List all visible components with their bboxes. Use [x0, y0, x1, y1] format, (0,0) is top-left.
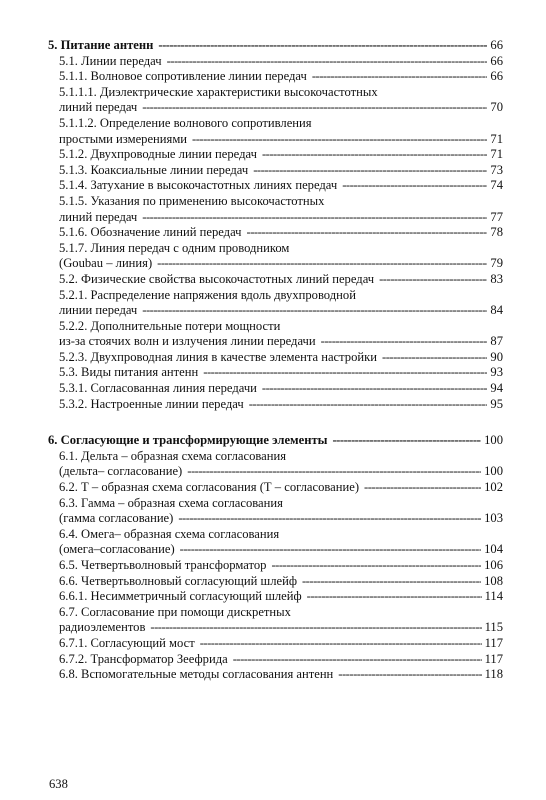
toc-entry: [59, 147, 503, 163]
dot-leader: [312, 69, 488, 85]
toc-entry-title: 5.2. Физические свойства высокочастотных линий передач: [59, 271, 375, 286]
toc-entry: [59, 365, 503, 381]
toc-entry: [59, 241, 503, 272]
page-number: 638: [49, 777, 68, 791]
toc-page-number: 78: [490, 225, 503, 240]
toc-entry-title-continuation: линии передач: [59, 303, 138, 318]
toc-entry-title-continuation: (гамма согласование): [59, 511, 174, 526]
toc-entry-title: 5.1. Линии передач: [59, 53, 162, 68]
toc-page-number: 94: [490, 381, 503, 396]
toc-page-number: 100: [484, 464, 503, 479]
toc-page-number: 106: [484, 558, 503, 572]
toc-page-number: 102: [484, 480, 503, 495]
dot-leader: [338, 667, 481, 683]
table-of-contents: [48, 38, 503, 683]
toc-entry: [59, 85, 503, 116]
toc-entry-title: 6.8. Вспомогательные методы согласования антенн: [59, 667, 334, 682]
dot-leader: [364, 480, 481, 496]
dot-leader: [332, 433, 481, 449]
toc-page-number: 104: [484, 542, 503, 557]
dot-leader: [379, 272, 487, 288]
toc-entry-title: 6.7.1. Согласующий мост: [59, 635, 195, 650]
toc-page-number: 83: [490, 271, 503, 286]
toc-entry: [59, 194, 503, 225]
toc-entry: [59, 272, 503, 288]
toc-entry: [59, 381, 503, 397]
toc-page-number: 70: [490, 100, 503, 115]
dot-leader: [150, 620, 481, 636]
toc-entry-title: 5.2.2. Дополнительные потери мощности: [59, 318, 281, 333]
toc-entry-title-continuation: линий передач: [59, 209, 138, 224]
toc-entry: [59, 480, 503, 496]
dot-leader: [158, 38, 487, 54]
toc-entry-title: 5.2.3. Двухпроводная линия в качестве элемента настройки: [59, 349, 377, 364]
toc-entry-title: 5.1.2. Двухпроводные линии передач: [59, 147, 257, 162]
dot-leader: [167, 54, 488, 70]
toc-page-number: 103: [484, 511, 503, 526]
toc-entry: [59, 178, 503, 194]
toc-entry-title-continuation: (дельта– согласование): [59, 464, 183, 479]
toc-entry-title: 6.4. Омега– образная схема согласования: [59, 526, 280, 541]
dot-leader: [342, 178, 487, 194]
dot-leader: [142, 303, 487, 319]
toc-entry-title: 5. Питание антенн: [48, 38, 154, 52]
toc-page-number: 77: [490, 209, 503, 224]
toc-entry-title: 6.1. Дельта – образная схема согласования: [59, 448, 287, 463]
toc-entry: [59, 225, 503, 241]
toc-entry-title: 6.7.2. Трансформатор Зеефрида: [59, 651, 228, 666]
toc-page-number: 115: [484, 620, 503, 635]
dot-leader: [262, 381, 487, 397]
toc-page-number: 117: [484, 651, 503, 666]
dot-leader: [200, 636, 482, 652]
dot-leader: [142, 100, 487, 116]
toc-entry: [48, 38, 503, 54]
toc-entry-title: 5.1.3. Коаксиальные линии передач: [59, 162, 249, 177]
toc-page-number: 79: [490, 256, 503, 271]
toc-entry-title: 5.1.1.1. Диэлектрические характеристики высокочастотных: [59, 84, 378, 99]
toc-entry-title-continuation: (омега–согласование): [59, 542, 175, 557]
dot-leader: [249, 397, 488, 413]
toc-entry: [59, 449, 503, 480]
dot-leader: [262, 147, 487, 163]
toc-entry-title-continuation: простыми измерениями: [59, 131, 188, 146]
toc-entry-title: 5.3.2. Настроенные линии передач: [59, 396, 244, 411]
dot-leader: [192, 132, 487, 148]
toc-entry-title: 5.1.1. Волновое сопротивление линии передач: [59, 69, 307, 84]
toc-entry: [59, 527, 503, 558]
dot-leader: [187, 464, 481, 480]
toc-page-number: 95: [490, 396, 503, 411]
toc-entry: [48, 433, 503, 449]
dot-leader: [253, 163, 487, 179]
toc-entry-title-continuation: радиоэлементов: [59, 620, 146, 635]
toc-entry-title: 5.3. Виды питания антенн: [59, 365, 199, 380]
dot-leader: [203, 365, 487, 381]
toc-entry: [59, 496, 503, 527]
toc-entry: [59, 397, 503, 413]
toc-entry: [59, 350, 503, 366]
dot-leader: [180, 542, 481, 558]
toc-entry-title: 5.3.1. Согласованная линия передачи: [59, 381, 257, 396]
toc-entry-title: 5.1.6. Обозначение линий передач: [59, 225, 242, 240]
toc-page-number: 108: [484, 573, 503, 588]
toc-page-number: 93: [490, 365, 503, 380]
toc-entry-title: 6.5. Четвертьволновый трансформатор: [59, 558, 267, 572]
toc-entry: [59, 163, 503, 179]
toc-entry: [59, 589, 503, 605]
toc-page-number: 90: [490, 349, 503, 364]
toc-entry-title: 5.1.7. Линия передач с одним проводником: [59, 240, 290, 255]
toc-entry: [59, 652, 503, 668]
toc-page-number: 71: [490, 131, 503, 146]
toc-page-number: 87: [490, 334, 503, 349]
toc-entry: [59, 574, 503, 590]
toc-page-number: 118: [484, 667, 503, 682]
toc-page-number: 84: [490, 303, 503, 318]
toc-page-number: 66: [490, 69, 503, 84]
toc-entry: [59, 54, 503, 70]
toc-entry-title: 6.2. Т – образная схема согласования (Т – согласование): [59, 480, 360, 495]
toc-entry-title: 5.2.1. Распределение напряжения вдоль двухпроводной: [59, 287, 356, 302]
toc-entry: [59, 116, 503, 147]
dot-leader: [382, 350, 487, 366]
toc-entry-title: 6.6. Четвертьволновый согласующий шлейф: [59, 573, 297, 588]
dot-leader: [178, 511, 481, 527]
toc-entry: [59, 636, 503, 652]
toc-entry-title: 5.1.1.2. Определение волнового сопротивления: [59, 115, 312, 130]
toc-entry: [59, 667, 503, 683]
toc-page-number: 66: [490, 38, 503, 52]
toc-page-number: 114: [484, 589, 503, 604]
toc-entry-title: 5.1.5. Указания по применению высокочастотных: [59, 193, 325, 208]
toc-entry: [59, 558, 503, 574]
toc-page-number: 66: [490, 53, 503, 68]
toc-entry-title-continuation: из-за стоячих волн и излучения линии передачи: [59, 334, 316, 349]
toc-entry: [59, 69, 503, 85]
toc-page-number: 117: [484, 635, 503, 650]
toc-entry-title-continuation: (Goubau – линия): [59, 256, 153, 271]
toc-page-number: 74: [490, 178, 503, 193]
dot-leader: [157, 256, 487, 272]
dot-leader: [247, 225, 488, 241]
dot-leader: [302, 574, 481, 590]
dot-leader: [142, 210, 487, 226]
dot-leader: [321, 334, 488, 350]
dot-leader: [233, 652, 482, 668]
toc-entry-title-continuation: линий передач: [59, 100, 138, 115]
toc-entry-title: 6.3. Гамма – образная схема согласования: [59, 495, 283, 510]
toc-entry: [59, 319, 503, 350]
toc-page-number: 73: [490, 162, 503, 177]
toc-page-number: 100: [484, 433, 503, 448]
toc-entry-title: 6.7. Согласование при помощи дискретных: [59, 604, 291, 619]
toc-page-number: 71: [490, 147, 503, 162]
dot-leader: [271, 558, 481, 574]
toc-entry-title: 6. Согласующие и трансформирующие элементы: [48, 433, 328, 448]
toc-entry-title: 5.1.4. Затухание в высокочастотных линиях передач: [59, 178, 338, 193]
toc-entry-title: 6.6.1. Несимметричный согласующий шлейф: [59, 589, 302, 604]
toc-entry: [59, 288, 503, 319]
toc-entry: [59, 605, 503, 636]
dot-leader: [307, 589, 482, 605]
